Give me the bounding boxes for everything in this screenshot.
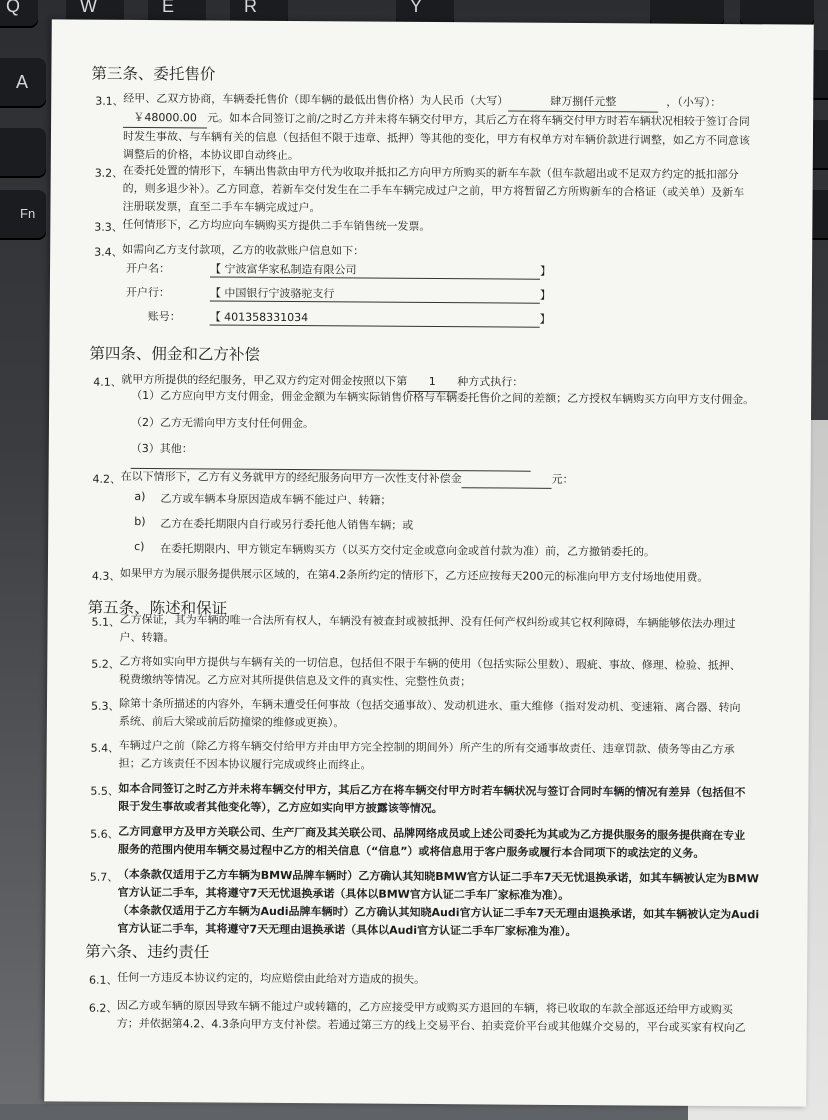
key-fn: Fn xyxy=(0,190,46,240)
clause-number: 5.6、 xyxy=(90,827,119,841)
clause-6-1: 任何一方违反本协议约定的，均应赔偿由此给对方造成的损失。 xyxy=(117,970,426,986)
item-b: 乙方在委托期限内自行或另行委托他人销售车辆；或 xyxy=(160,517,414,532)
clause-5-7: （本条款仅适用于乙方车辆为BMW品牌车辆时）乙方确认其知晓BMW官方认证二手车7天无忧退换承诺，如其车辆被认定为BMW 官方认证二手车，其将遵守7天无忧退换承诺（具体以BMW官方认证二手车厂家标准为准）。 （本条款仅适用于乙方车辆为Audi品牌车辆时）乙方确认其知晓Audi官方认证二手车7天无理由退换承诺，如其车辆被认定为Audi 官方认证二手车，其将遵守7天无理由退换承诺（具体以Audi官方认证二手车厂家标准为准）。 xyxy=(117,867,760,939)
option-1: （1）乙方应向甲方支付佣金，佣金金额为车辆实际销售价格与车辆委托售价之间的差额；乙方授权车辆购买方向甲方支付佣金。 xyxy=(131,388,755,407)
article-4-title: 第四条、佣金和乙方补偿 xyxy=(89,344,261,364)
clause-number: 4.1、 xyxy=(93,375,122,389)
clause-number: 5.4、 xyxy=(90,741,120,755)
clause-3-1-line1: 经甲、乙双方协商，车辆委托售价（即车辆的最低出售价格）为人民币（大写） 肆万捌仟元整 ，（小写）： xyxy=(123,90,783,114)
clause-4-2: 在以下情形下，乙方有义务就甲方的经纪服务向甲方一次性支付补偿金 元： xyxy=(121,468,781,491)
clause-3-1-line4: 调整后的价格，本协议即自动终止。 xyxy=(122,147,299,163)
clause-3-3: 任何情形下，乙方均应向车辆购买方提供二手车销售统一发票。 xyxy=(122,217,431,234)
account-name-row: 开户名： 【 宁波富华家私制造有限公司 】 xyxy=(126,261,552,278)
account-number-row: 账号： 【 401358331034 】 xyxy=(147,310,551,326)
clause-3-4: 如需向乙方支付款项，乙方的收款账户信息如下： xyxy=(122,242,365,258)
clause-3-1-line3: 时发生事故、与车辆有关的信息（包括但不限于违章、抵押）等其他的变化，甲方有权单方对车辆价款进行调整，如乙方不同意该 xyxy=(122,129,751,148)
clause-3-1 xyxy=(123,90,784,169)
clause-5-4: 车辆过户之前（除乙方将车辆交付给甲方并由甲方完全控制的期间外）所产生的所有交通事故责任、违章罚款、债务等由乙方承 担；乙方该责任不因本协议履行完成或终止而终止。 xyxy=(118,738,735,772)
item-b-mark: b) xyxy=(134,514,146,529)
key-e: E xyxy=(148,0,206,28)
item-a: 乙方或车辆本身原因造成车辆不能过户、转籍； xyxy=(160,492,392,507)
clause-number: 4.2、 xyxy=(92,472,122,486)
option-3: （3）其他： xyxy=(131,440,591,472)
compensation-amount-field xyxy=(462,475,552,489)
clause-3-2: 在委托处置的情形下，车辆出售款由甲方代为收取并抵扣乙方向甲方所购买的新车车款（但车款超出或不足双方约定的抵扣部分 的，则多退少补）。乙方同意，若新车交付发生在二手车车辆完成过户之前，甲方将暂留乙方所购新车的合格证（或关单）及新车 注册联发票，直至二手车车辆完成过户。 xyxy=(122,163,745,215)
clause-number: 6.1、 xyxy=(89,973,118,987)
clause-number: 5.3、 xyxy=(90,699,120,713)
key-a: A xyxy=(0,58,46,108)
clause-number: 3.3、 xyxy=(94,220,123,234)
item-a-mark: a) xyxy=(134,489,146,504)
account-name-value: 【 宁波富华家私制造有限公司 xyxy=(210,260,540,279)
price-lower-field: ￥48000.00 xyxy=(123,109,207,129)
clause-number: 5.2、 xyxy=(91,657,120,671)
clause-number: 5.1、 xyxy=(91,615,121,629)
clause-number: 3.2、 xyxy=(94,166,124,180)
option-2: （2）乙方无需向甲方支付任何佣金。 xyxy=(130,415,315,431)
clause-5-5: 如本合同签订之时乙方并未将车辆交付甲方，其后乙方在将车辆交付甲方时若车辆状况与签订合同时车辆的情况有差异（包括但不 限于发生事故或者其他变化等），乙方应如实向甲方披露该等情况。 xyxy=(118,781,746,816)
bank-row: 开户行： 【 中国银行宁波骆驼支行 】 xyxy=(125,285,551,302)
commission-choice-field: 1 xyxy=(407,373,457,392)
clause-number: 5.7、 xyxy=(89,870,119,884)
article-6-title: 第六条、违约责任 xyxy=(85,942,210,962)
price-upper-field: 肆万捌仟元整 xyxy=(508,93,658,113)
clause-6-2: 因乙方或车辆的原因导致车辆不能过户或转籍的，乙方应接受甲方或购买方退回的车辆，将已收取的车款全部返还给甲方或购买 方；并依据第4.2、4.3条向甲方支付补偿。若通过第三方的线上交易平台、拍卖竞价平台或其他媒介交易的，平台或买家有权向乙 xyxy=(116,998,746,1035)
article-5-title: 第五条、陈述和保证 xyxy=(87,598,228,618)
key-w: W xyxy=(66,0,124,28)
clause-number: 4.3、 xyxy=(91,569,121,583)
key-q: Q xyxy=(0,0,38,28)
item-c-mark: c) xyxy=(134,539,145,554)
clause-5-6: 乙方同意甲方及甲方关联公司、生产厂商及其关联公司、品牌网络成员或上述公司委托为其或为乙方提供服务的服务提供商在专业 服务的范围内使用车辆交易过程中乙方的相关信息（“信息”）或将信息用于客户服务或履行本合同项下的或法定的义务。 xyxy=(117,824,746,860)
clause-number: 6.2、 xyxy=(88,1001,118,1015)
clause-3-1-line2: ￥48000.00 元。如本合同签订之前/之时乙方并未将车辆交付甲方，其后乙方在将车辆交付甲方时若车辆状况相较于签订合同 xyxy=(123,109,783,133)
key-blank xyxy=(0,128,46,178)
key-r: R xyxy=(230,0,288,28)
account-number-value: 【 401358331034 xyxy=(210,308,540,327)
contract-page xyxy=(44,19,814,1106)
key-y: Y xyxy=(396,0,454,28)
clause-5-3: 除第十条所描述的内容外，车辆未遭受任何事故（包括交通事故）、发动机进水、重大维修（指对发动机、变速箱、离合器、转向 系统、前后大梁或前后防撞梁的维修或更换）。 xyxy=(118,696,741,730)
clause-number: 3.1、 xyxy=(95,94,124,108)
clause-5-2: 乙方将如实向甲方提供与车辆有关的一切信息，包括但不限于车辆的使用（包括实际公里数）、瑕疵、事故、修理、检验、抵押、 税费缴纳等情况。乙方应对其所提供信息及文件的真实性、完整性负责； xyxy=(119,654,741,689)
bank-value: 【 中国银行宁波骆驼支行 xyxy=(210,284,540,303)
clause-5-1: 乙方保证，其为车辆的唯一合法所有权人，车辆没有被查封或被抵押、没有任何产权纠纷或其它权利障碍，车辆能够依法办理过 户、转籍。 xyxy=(119,612,736,645)
clause-4-3: 如果甲方为展示服务提供展示区域的，在第4.2条所约定的情形下，乙方还应按每天200元的标准向甲方支付场地使用费。 xyxy=(119,566,709,584)
item-c: 在委托期限内、甲方锁定车辆购买方（以买方交付定金或意向金或首付款为准）前，乙方撤销委托的。 xyxy=(160,542,656,559)
clause-number: 3.4、 xyxy=(94,245,123,259)
article-3-title: 第三条、委托售价 xyxy=(91,64,216,84)
clause-4-1: 就甲方所提供的经纪服务，甲乙双方约定对佣金按照以下第 1 种方式执行： xyxy=(121,371,781,395)
clause-number: 5.5、 xyxy=(90,784,119,798)
